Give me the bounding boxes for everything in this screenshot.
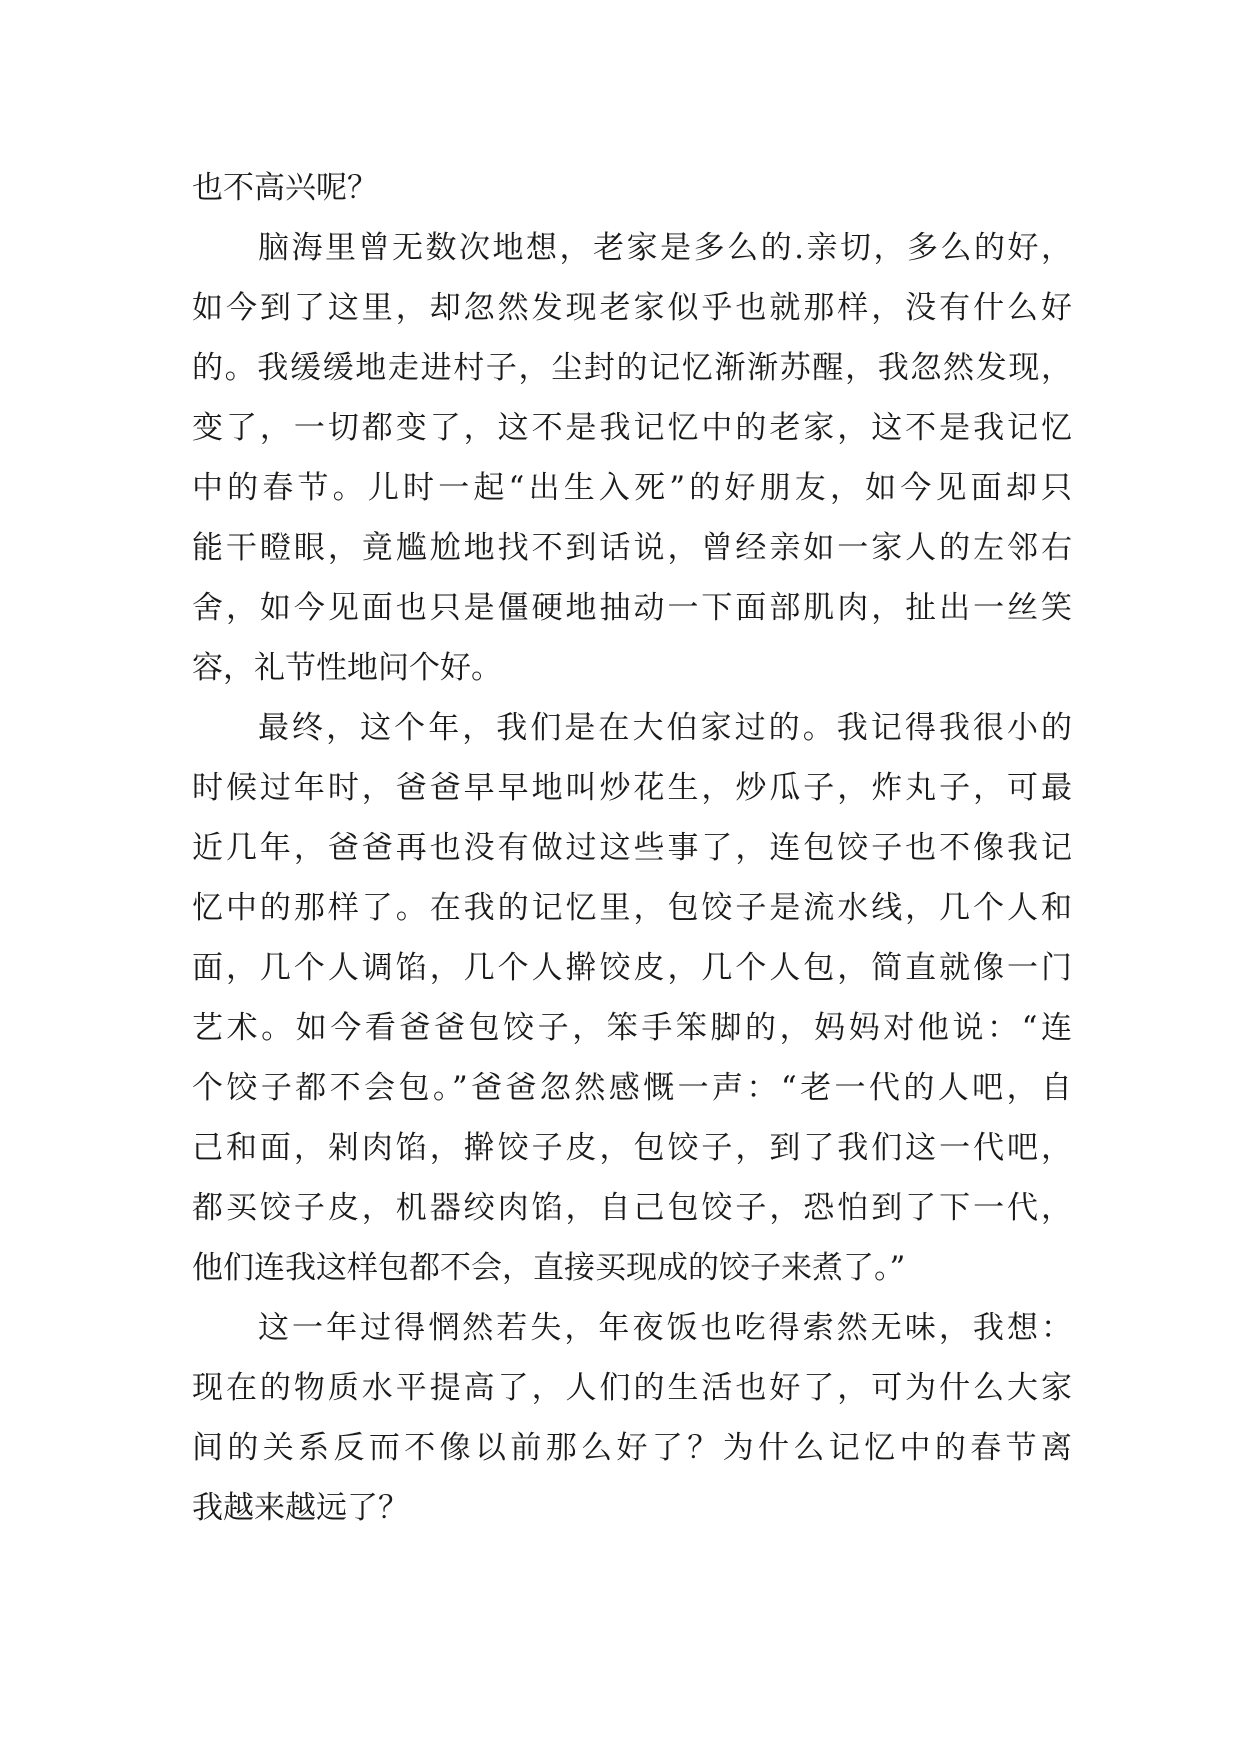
text-line: 的。我缓缓地走进村子，尘封的记忆渐渐苏醒，我忽然发现， — [192, 350, 1072, 386]
text-line: 也不高兴呢？ — [192, 170, 378, 206]
text-line: 己和面，剁肉馅，擀饺子皮，包饺子，到了我们这一代吧， — [192, 1130, 1072, 1166]
text-line: 能干瞪眼，竟尴尬地找不到话说，曾经亲如一家人的左邻右 — [192, 530, 1072, 566]
text-line: 艺术。如今看爸爸包饺子，笨手笨脚的，妈妈对他说：“连 — [192, 1010, 1072, 1046]
paragraph-first-line: 这一年过得惘然若失，年夜饭也吃得索然无味，我想： — [258, 1310, 1072, 1346]
paragraph-first-line: 脑海里曾无数次地想，老家是多么的.亲切，多么的好， — [258, 230, 1072, 266]
text-line: 间的关系反而不像以前那么好了？为什么记忆中的春节离 — [192, 1430, 1072, 1466]
text-line: 我越来越远了？ — [192, 1490, 409, 1526]
text-line: 他们连我这样包都不会，直接买现成的饺子来煮了。” — [192, 1250, 906, 1286]
text-line: 面，几个人调馅，几个人擀饺皮，几个人包，简直就像一门 — [192, 950, 1072, 986]
essay-text — [192, 158, 1072, 1538]
text-line: 中的春节。儿时一起“出生入死”的好朋友，如今见面却只 — [192, 470, 1072, 506]
text-line: 忆中的那样了。在我的记忆里，包饺子是流水线，几个人和 — [192, 890, 1072, 926]
text-line: 都买饺子皮，机器绞肉馅，自己包饺子，恐怕到了下一代， — [192, 1190, 1072, 1226]
text-line: 舍，如今见面也只是僵硬地抽动一下面部肌肉，扯出一丝笑 — [192, 590, 1072, 626]
text-line: 变了，一切都变了，这不是我记忆中的老家，这不是我记忆 — [192, 410, 1072, 446]
text-line: 近几年，爸爸再也没有做过这些事了，连包饺子也不像我记 — [192, 830, 1072, 866]
text-line: 如今到了这里，却忽然发现老家似乎也就那样，没有什么好 — [192, 290, 1072, 326]
text-line: 容，礼节性地问个好。 — [192, 650, 502, 686]
text-line: 个饺子都不会包。”爸爸忽然感慨一声：“老一代的人吧，自 — [192, 1070, 1072, 1106]
paragraph-first-line: 最终，这个年，我们是在大伯家过的。我记得我很小的 — [258, 710, 1072, 746]
text-line: 时候过年时，爸爸早早地叫炒花生，炒瓜子，炸丸子，可最 — [192, 770, 1072, 806]
text-line: 现在的物质水平提高了，人们的生活也好了，可为什么大家 — [192, 1370, 1072, 1406]
